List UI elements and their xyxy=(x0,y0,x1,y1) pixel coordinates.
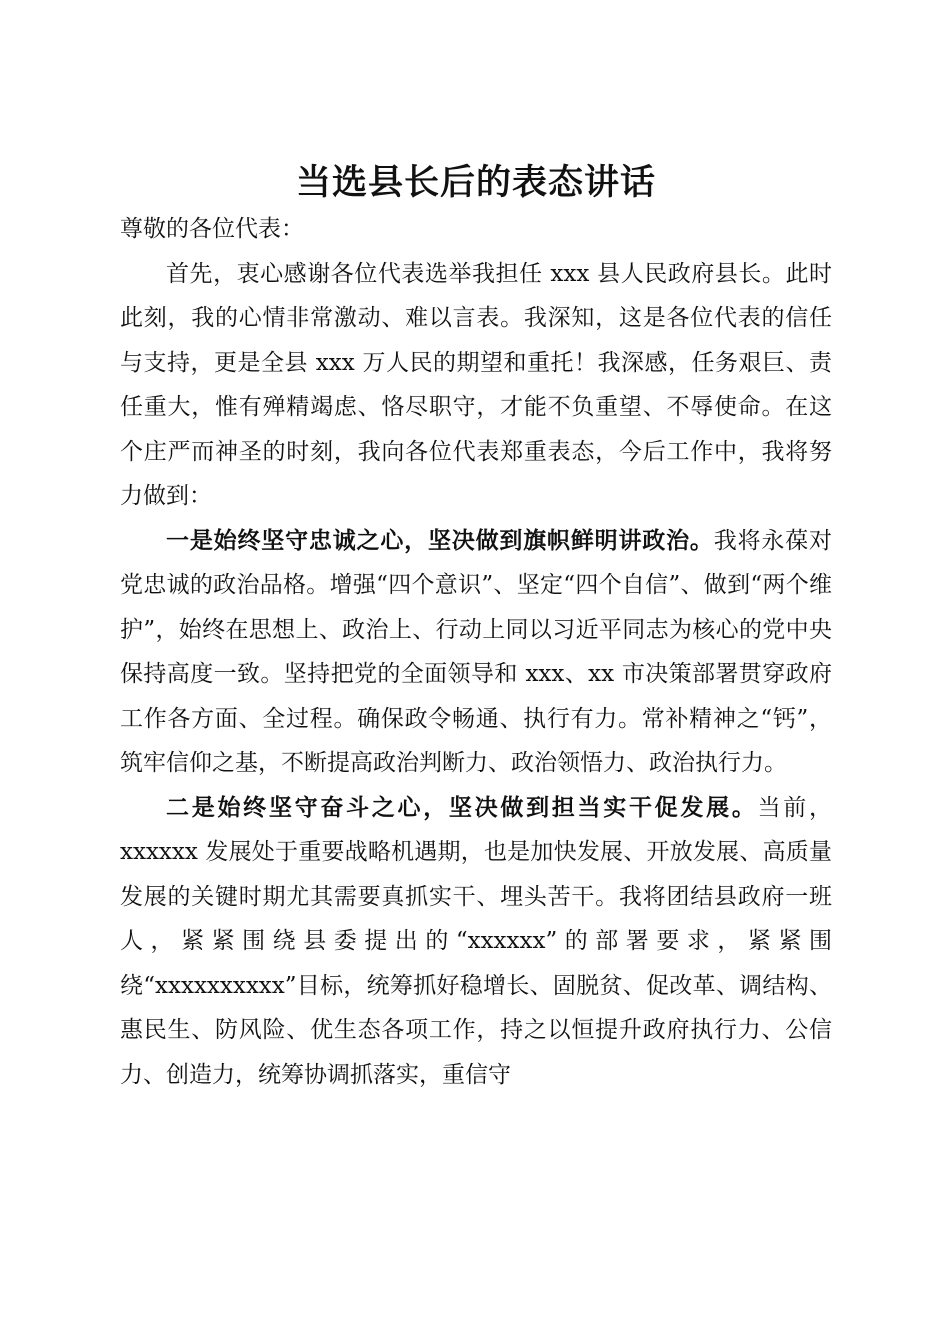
document-title: 当选县长后的表态讲话 xyxy=(295,162,656,204)
salutation: 尊敬的各位代表： xyxy=(120,216,304,242)
paragraph-lead: 二是始终坚守奋斗之心，坚决做到担当实干促发展。 xyxy=(166,793,758,821)
paragraph-lead: 一是始终坚守忠诚之心，坚决做到旗帜鲜明讲政治。 xyxy=(166,526,714,554)
paragraph-text: 当前，xxxxxx 发展处于重要战略机遇期，也是加快发展、开放发展、高质量发展的关键时期尤其需要真抓实干、埋头苦干。我将团结县政府一班人，紧紧围绕县委提出的“xxxxxx”的部署要求，紧紧围绕“xxxxxxxxxx”目标，统筹抓好稳增长、固脱贫、促改革、调结构、惠民生、防风险、优生态各项工作，持之以恒提升政府执行力、公信力、创造力，统筹协调抓落实，重信守 xyxy=(120,794,833,1088)
paragraph-point-two xyxy=(120,786,832,1098)
paragraph-intro xyxy=(120,252,832,519)
document-body xyxy=(120,207,832,1097)
paragraph-text: 首先，衷心感谢各位代表选举我担任 xxx 县人民政府县长。此时此刻，我的心情非常激动、难以言表。我深知，这是各位代表的信任与支持，更是全县 xxx 万人民的期望和重托！我深感，任务艰巨、责任重大，惟有殚精竭虑、恪尽职守，才能不负重望、不辱使命。在这个庄严而神圣的时刻，我向各位代表郑重表态，今后工作中，我将努力做到： xyxy=(120,260,832,509)
paragraph-point-one xyxy=(120,519,832,786)
paragraph-text: 我将永葆对党忠诚的政治品格。增强“四个意识”、坚定“四个自信”、做到“两个维护”，始终在思想上、政治上、行动上同以习近平同志为核心的党中央保持高度一致。坚持把党的全面领导和 xxx、xx 市决策部署贯穿政府工作各方面、全过程。确保政令畅通、执行有力。常补精神之“钙”，筑牢信仰之基，不断提高政治判断力、政治领悟力、政治执行力。 xyxy=(120,527,833,776)
